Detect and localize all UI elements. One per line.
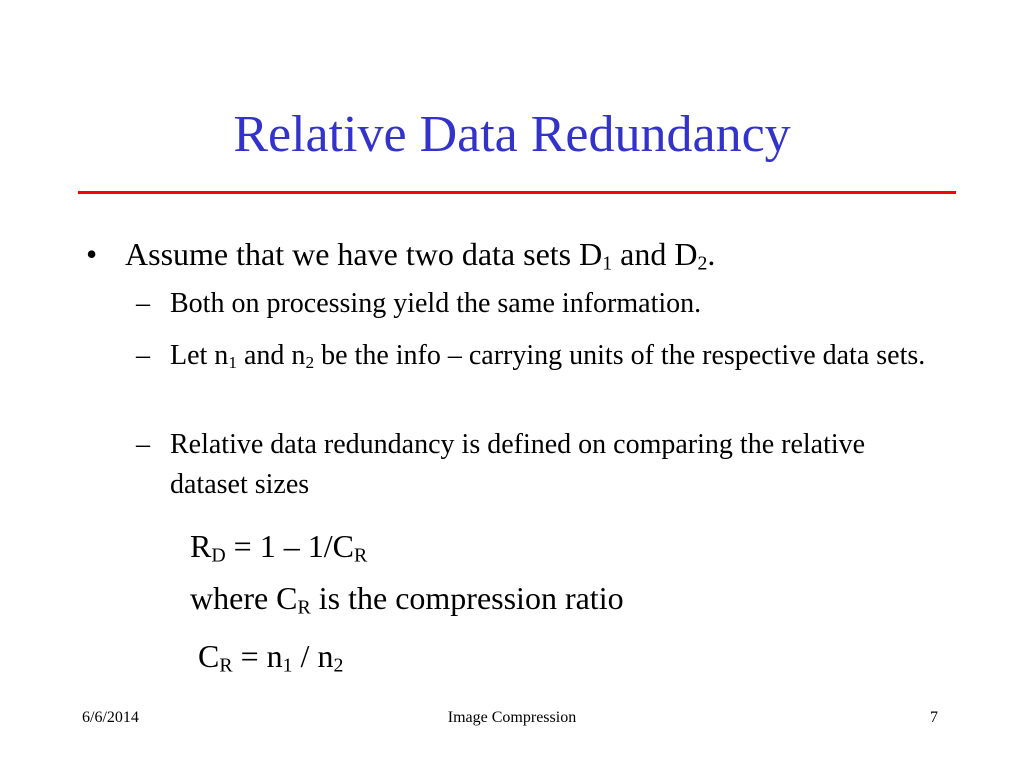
formula-where-before: where C [190, 580, 298, 616]
subbullet-text [170, 336, 940, 376]
bullet-marker: • [86, 236, 98, 272]
subbullet-text: Relative data redundancy is defined on comparing the relative dataset sizes [170, 429, 866, 500]
subbullet-text: Both on processing yield the same information. [170, 288, 702, 319]
formula-cr-mid: = n [232, 638, 283, 674]
formula-where [190, 576, 624, 620]
formula-rd-sub2: R [353, 544, 368, 567]
footer-title: Image Compression [447, 709, 577, 726]
subbullet-sub-1: 1 [228, 352, 237, 372]
formula-cr-sub1: 1 [282, 654, 293, 677]
title-underline [78, 191, 956, 194]
subbullet-marker: – [136, 288, 150, 319]
bullet-text [125, 232, 715, 276]
formula-cr [198, 634, 343, 678]
subbullet-text-after: be the info – carrying units of the respective data sets. [314, 340, 926, 371]
formula-rd-rest: = 1 – 1/C [225, 528, 354, 564]
formula-cr-base: C [198, 638, 220, 674]
bullet-text-after: . [707, 236, 716, 272]
formula-where-sub: R [297, 596, 311, 619]
formula-rd [190, 524, 367, 568]
subbullet-marker: – [136, 429, 150, 460]
subbullet-text-mid: and n [237, 340, 306, 371]
subbullet-sub-2: 2 [305, 352, 315, 372]
formula-cr-sub: R [219, 654, 233, 677]
bullet-text-mid: and D [612, 236, 698, 272]
formula-cr-slash: / n [292, 638, 334, 674]
slide-title: Relative Data Redundancy [233, 106, 791, 163]
footer-date: 6/6/2014 [82, 709, 139, 726]
subbullet-text-before: Let n [170, 340, 229, 371]
formula-rd-sub: D [211, 544, 226, 567]
bullet-sub-1: 1 [602, 252, 613, 275]
formula-where-after: is the compression ratio [310, 580, 624, 616]
bullet-sub-2: 2 [697, 252, 708, 275]
subbullet-marker: – [136, 340, 150, 371]
formula-cr-sub2: 2 [333, 654, 344, 677]
formula-rd-base: R [190, 528, 212, 564]
page-number: 7 [930, 709, 938, 726]
bullet-text-before: Assume that we have two data sets D [125, 236, 603, 272]
